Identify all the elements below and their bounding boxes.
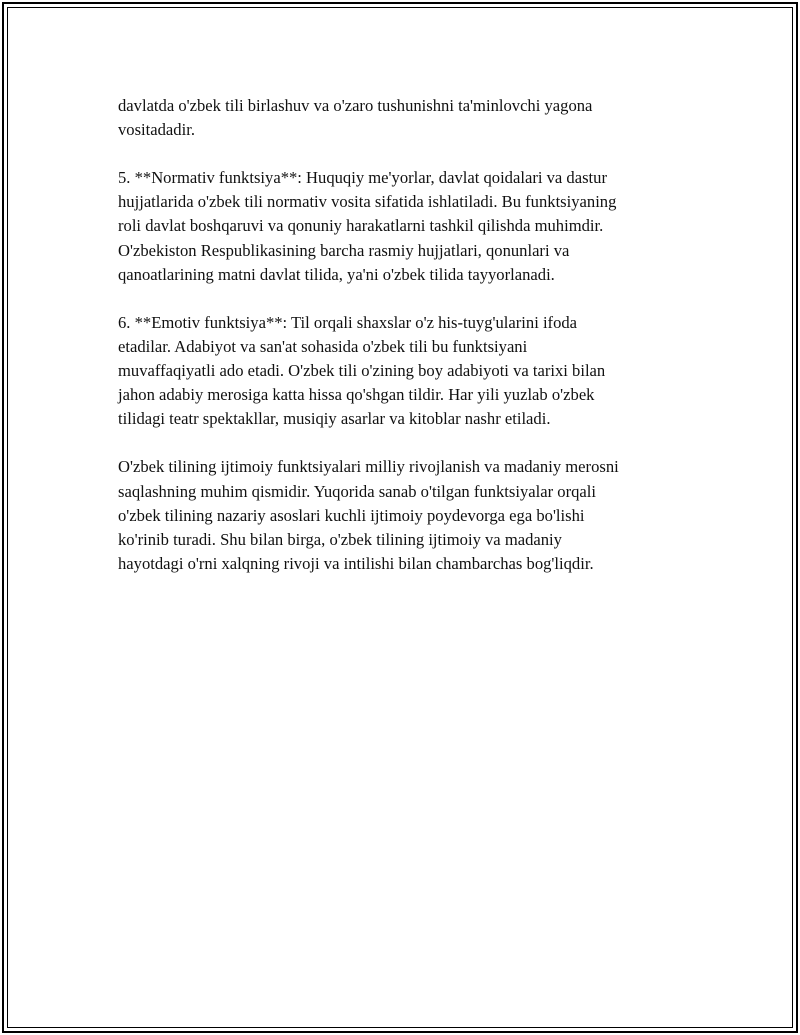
document-body (118, 94, 678, 600)
paragraph-emotiv-funktsiya (118, 311, 678, 431)
text-line: hayotdagi o'rni xalqning rivoji va intilishi bilan chambarchas bog'liqdir. (118, 553, 594, 573)
text-line: muvaffaqiyatli ado etadi. O'zbek tili o'zining boy adabiyoti va tarixi bilan (118, 361, 606, 381)
text-line: O'zbek tilining ijtimoiy funktsiyalari milliy rivojlanish va madaniy merosni (118, 457, 619, 477)
text-line: O'zbekiston Respublikasining barcha rasmiy hujjatlari, qonunlari va (118, 240, 570, 260)
paragraph-continuation (118, 94, 678, 142)
text-line: etadilar. Adabiyot va san'at sohasida o'zbek tili bu funktsiyani (118, 336, 528, 356)
text-line: ko'rinib turadi. Shu bilan birga, o'zbek tilining ijtimoiy va madaniy (118, 529, 562, 549)
text-line: saqlashning muhim qismidir. Yuqorida sanab o'tilgan funktsiyalar orqali (118, 481, 596, 501)
text-line: roli davlat boshqaruvi va qonuniy harakatlarni tashkil qilishda muhimdir. (118, 216, 604, 236)
text-line: jahon adabiy merosiga katta hissa qo'shgan tildir. Har yili yuzlab o'zbek (118, 385, 595, 405)
text-line: 6. **Emotiv funktsiya**: Til orqali shaxslar o'z his-tuyg'ularini ifoda (118, 312, 578, 332)
text-line: o'zbek tilining nazariy asoslari kuchli ijtimoiy poydevorga ega bo'lishi (118, 505, 585, 525)
text-line: 5. **Normativ funktsiya**: Huquqiy me'yorlar, davlat qoidalari va dastur (118, 168, 607, 188)
text-line: vositadadir. (118, 120, 195, 140)
paragraph-conclusion (118, 455, 678, 575)
text-line: tilidagi teatr spektakllar, musiqiy asarlar va kitoblar nashr etiladi. (118, 409, 551, 429)
text-line: davlatda o'zbek tili birlashuv va o'zaro tushunishni ta'minlovchi yagona (118, 96, 593, 115)
text-line: qanoatlarining matni davlat tilida, ya'ni o'zbek tilida tayyorlanadi. (118, 264, 555, 284)
paragraph-normativ-funktsiya (118, 166, 678, 286)
text-line: hujjatlarida o'zbek tili normativ vosita sifatida ishlatiladi. Bu funktsiyaning (118, 192, 617, 212)
